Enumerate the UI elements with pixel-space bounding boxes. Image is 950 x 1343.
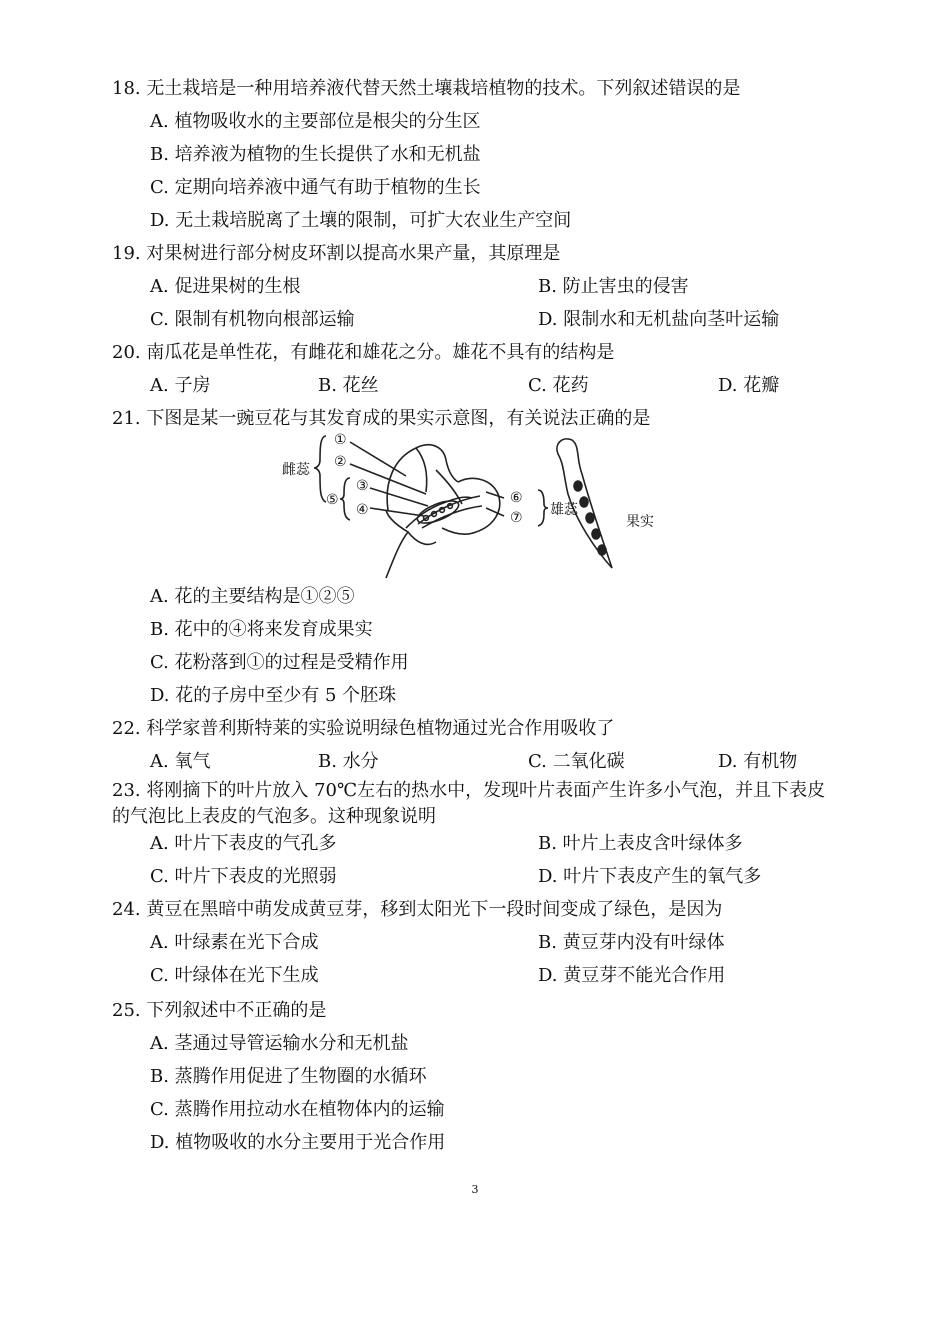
- question-24-option-d: D. 黄豆芽不能光合作用: [538, 965, 726, 986]
- question-23-option-c: C. 叶片下表皮的光照弱: [150, 866, 337, 887]
- question-20-option-d: D. 花瓣: [718, 375, 780, 396]
- question-24-stem: 24. 黄豆在黑暗中萌发成黄豆芽，移到太阳光下一段时间变成了绿色，是因为: [112, 899, 723, 920]
- question-18-option-b: B. 培养液为植物的生长提供了水和无机盐: [150, 144, 481, 165]
- figure-number-6: ⑥: [510, 490, 523, 506]
- question-19-option-d: D. 限制水和无机盐向茎叶运输: [538, 309, 780, 330]
- question-23-option-a: A. 叶片下表皮的气孔多: [150, 833, 337, 854]
- question-24-option-b: B. 黄豆芽内没有叶绿体: [538, 932, 725, 953]
- question-25-option-b: B. 蒸腾作用促进了生物圈的水循环: [150, 1066, 427, 1087]
- question-18-option-d: D. 无土栽培脱离了土壤的限制，可扩大农业生产空间: [150, 210, 572, 231]
- question-23-option-d: D. 叶片下表皮产生的氧气多: [538, 866, 762, 887]
- question-20-option-c: C. 花药: [528, 375, 589, 396]
- figure-label-stamen: 雄蕊: [550, 502, 578, 518]
- question-19-stem: 19. 对果树进行部分树皮环割以提高水果产量，其原理是: [112, 243, 561, 264]
- question-20-option-b: B. 花丝: [318, 375, 379, 396]
- question-22-option-c: C. 二氧化碳: [528, 751, 625, 772]
- figure-number-2: ②: [334, 454, 347, 470]
- question-25-option-d: D. 植物吸收的水分主要用于光合作用: [150, 1132, 446, 1153]
- question-24-option-c: C. 叶绿体在光下生成: [150, 965, 319, 986]
- question-19-option-b: B. 防止害虫的侵害: [538, 276, 689, 297]
- question-21-option-b: B. 花中的④将来发育成果实: [150, 619, 373, 640]
- question-24-option-a: A. 叶绿素在光下合成: [150, 932, 319, 953]
- page-number: 3: [471, 1183, 479, 1196]
- figure-number-5: ⑤: [326, 492, 339, 508]
- figure-number-7: ⑦: [510, 510, 523, 526]
- question-25-option-a: A. 茎通过导管运输水分和无机盐: [150, 1033, 409, 1054]
- figure-number-3: ③: [356, 478, 369, 494]
- question-19-option-c: C. 限制有机物向根部运输: [150, 309, 355, 330]
- question-22-option-b: B. 水分: [318, 751, 379, 772]
- figure-label-pistil: 雌蕊: [282, 462, 310, 478]
- question-22-option-a: A. 氧气: [150, 751, 211, 772]
- question-25-option-c: C. 蒸腾作用拉动水在植物体内的运输: [150, 1099, 445, 1120]
- question-23-stem: 23. 将刚摘下的叶片放入 70℃左右的热水中，发现叶片表面产生许多小气泡，并且下表皮的气泡比上表皮的气泡多。这种现象说明: [112, 780, 826, 827]
- question-19-option-a: A. 促进果树的生根: [150, 276, 301, 297]
- question-18-option-c: C. 定期向培养液中通气有助于植物的生长: [150, 177, 481, 198]
- question-20-option-a: A. 子房: [150, 375, 211, 396]
- question-20-stem: 20. 南瓜花是单性花，有雌花和雄花之分。雄花不具有的结构是: [112, 342, 615, 363]
- question-25-stem: 25. 下列叙述中不正确的是: [112, 1000, 327, 1021]
- question-18-stem: 18. 无土栽培是一种用培养液代替天然土壤栽培植物的技术。下列叙述错误的是: [112, 78, 741, 99]
- figure-number-4: ④: [356, 502, 369, 518]
- figure-label-fruit: 果实: [626, 514, 654, 530]
- question-21-stem: 21. 下图是某一豌豆花与其发育成的果实示意图，有关说法正确的是: [112, 408, 651, 429]
- figure-number-1: ①: [334, 432, 347, 448]
- question-18-option-a: A. 植物吸收水的主要部位是根尖的分生区: [150, 111, 481, 132]
- question-22-option-d: D. 有机物: [718, 751, 798, 772]
- question-21-option-d: D. 花的子房中至少有 5 个胚珠: [150, 685, 397, 706]
- pea-flower-fruit-figure: [276, 430, 696, 580]
- question-21-option-a: A. 花的主要结构是①②⑤: [150, 586, 355, 607]
- question-23-option-b: B. 叶片上表皮含叶绿体多: [538, 833, 743, 854]
- question-22-stem: 22. 科学家普利斯特莱的实验说明绿色植物通过光合作用吸收了: [112, 718, 615, 739]
- question-21-option-c: C. 花粉落到①的过程是受精作用: [150, 652, 409, 673]
